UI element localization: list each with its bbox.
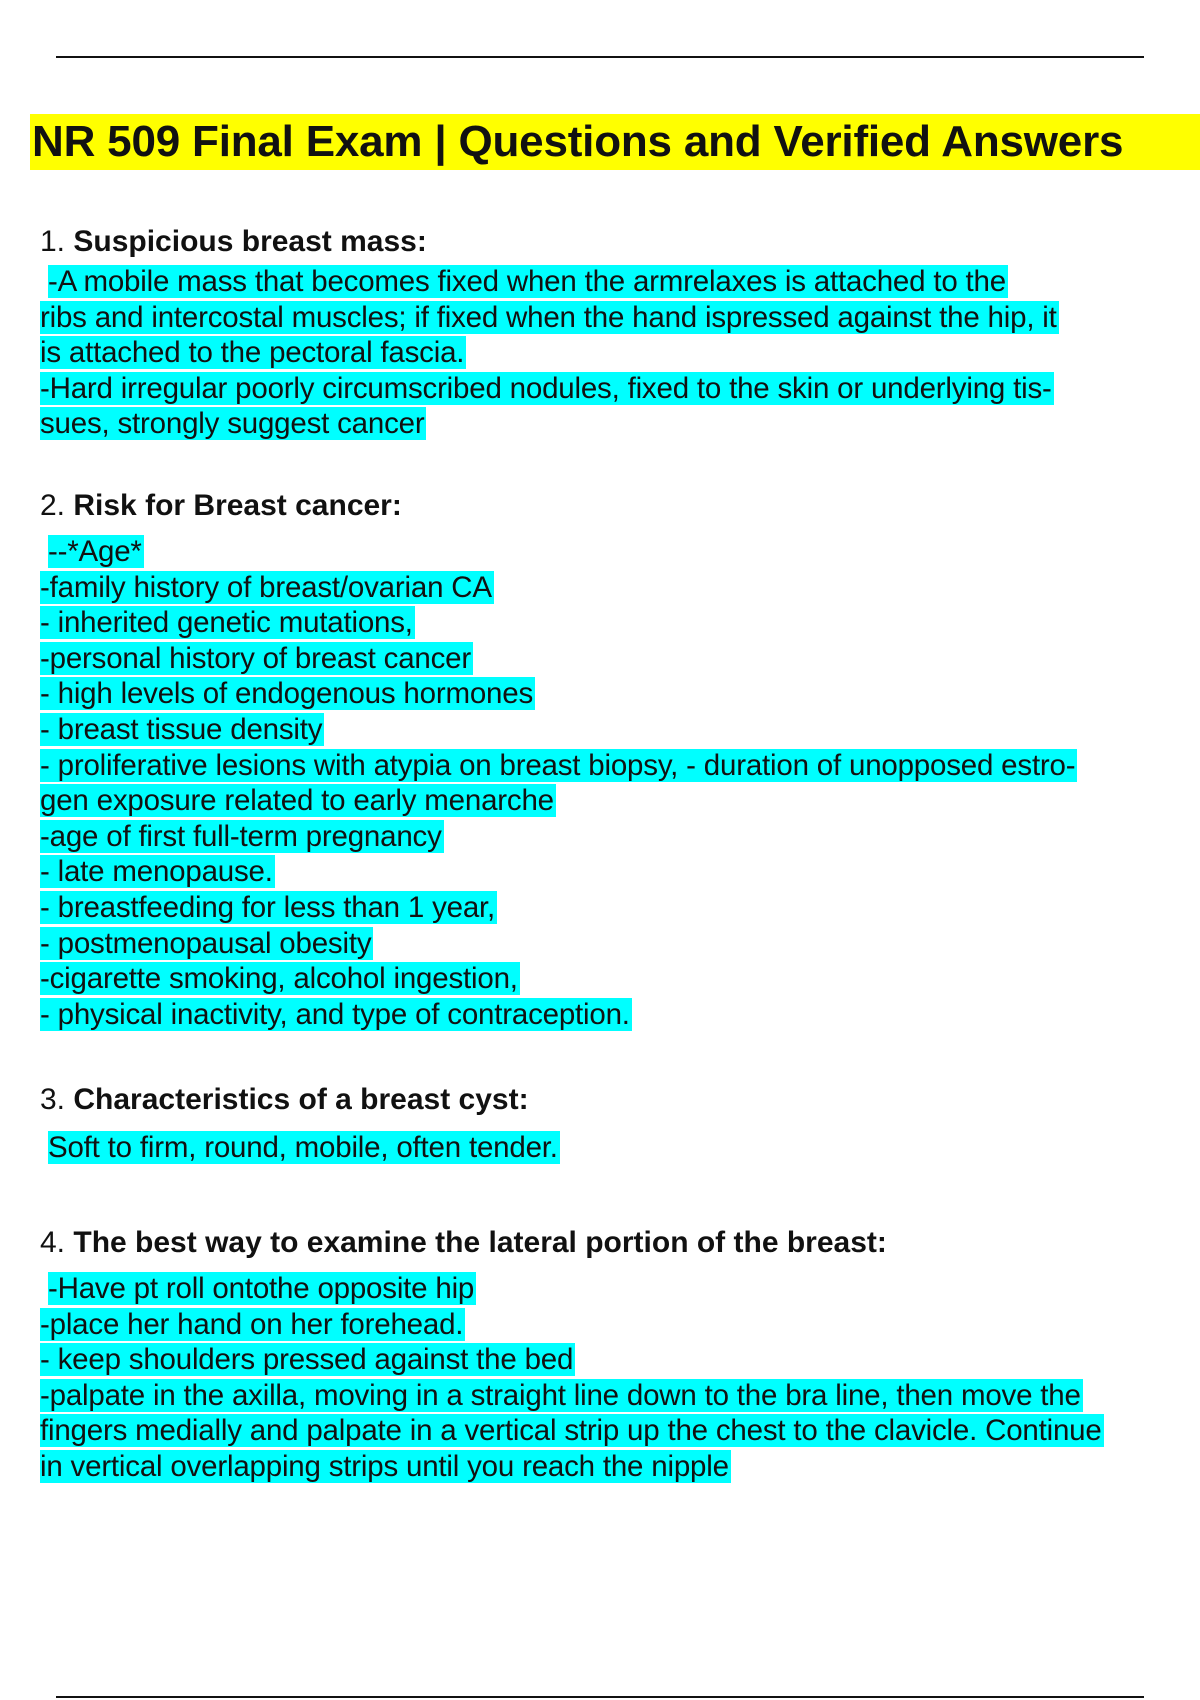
answer-line: -cigarette smoking, alcohol ingestion, — [40, 962, 518, 996]
answer-text — [40, 534, 1190, 1032]
answer-line: - late menopause. — [40, 855, 273, 889]
question-heading — [40, 1082, 1190, 1118]
answer-line: -A mobile mass that becomes fixed when the armrelaxes is attached to the — [48, 265, 1006, 298]
answer-line: - postmenopausal obesity — [40, 926, 372, 960]
answer-line: - physical inactivity, and type of contraception. — [40, 997, 630, 1031]
answer-line: - proliferative lesions with atypia on breast biopsy, - duration of unopposed estro- — [40, 748, 1076, 782]
answer-line: --*Age* — [48, 535, 142, 568]
answer-line: -personal history of breast cancer — [40, 641, 471, 675]
document-title: NR 509 Final Exam | Questions and Verified Answers — [30, 114, 1200, 170]
answer-text — [40, 1271, 1190, 1485]
answer-line: -Have pt roll ontothe opposite hip — [48, 1272, 475, 1305]
answer-line: - inherited genetic mutations, — [40, 606, 413, 640]
answer-line: ribs and intercostal muscles; if fixed when the hand ispressed against the hip, it — [40, 300, 1057, 334]
question-text: Risk for Breast cancer: — [73, 489, 402, 522]
question-heading — [40, 224, 1190, 260]
question-heading — [40, 488, 1190, 524]
answer-line: - high levels of endogenous hormones — [40, 677, 533, 711]
answer-line: -age of first full-term pregnancy — [40, 819, 442, 853]
answer-line: -family history of breast/ovarian CA — [40, 570, 492, 604]
answer-line: gen exposure related to early menarche — [40, 784, 554, 818]
question-number: 2. — [40, 489, 66, 522]
question-number: 1. — [40, 225, 66, 258]
answer-text — [40, 264, 1190, 442]
answer-line: -Hard irregular poorly circumscribed nodules, fixed to the skin or underlying tis- — [40, 371, 1052, 405]
question-block-1 — [40, 224, 1190, 442]
question-heading — [40, 1225, 1190, 1261]
answer-line: -palpate in the axilla, moving in a straight line down to the bra line, then move the — [40, 1378, 1081, 1412]
question-block-2 — [40, 488, 1190, 1032]
question-number: 4. — [40, 1226, 66, 1259]
answer-text — [40, 1130, 1190, 1166]
question-text: Characteristics of a breast cyst: — [73, 1083, 529, 1116]
question-text: The best way to examine the lateral portion of the breast: — [73, 1226, 887, 1259]
answer-line: fingers medially and palpate in a vertical strip up the chest to the clavicle. Continue — [40, 1414, 1102, 1448]
answer-line: sues, strongly suggest cancer — [40, 407, 425, 441]
top-rule — [56, 56, 1144, 58]
question-text: Suspicious breast mass: — [73, 225, 427, 258]
answer-line: -place her hand on her forehead. — [40, 1307, 464, 1341]
answer-line: Soft to firm, round, mobile, often tender. — [48, 1131, 558, 1164]
answer-line: - keep shoulders pressed against the bed — [40, 1343, 574, 1377]
answer-line: - breastfeeding for less than 1 year, — [40, 890, 496, 924]
answer-line: in vertical overlapping strips until you reach the nipple — [40, 1449, 729, 1483]
question-block-4 — [40, 1225, 1190, 1485]
question-number: 3. — [40, 1083, 66, 1116]
answer-line: is attached to the pectoral fascia. — [40, 336, 465, 370]
question-block-3 — [40, 1082, 1190, 1166]
answer-line: - breast tissue density — [40, 712, 323, 746]
bottom-rule — [56, 1696, 1144, 1698]
